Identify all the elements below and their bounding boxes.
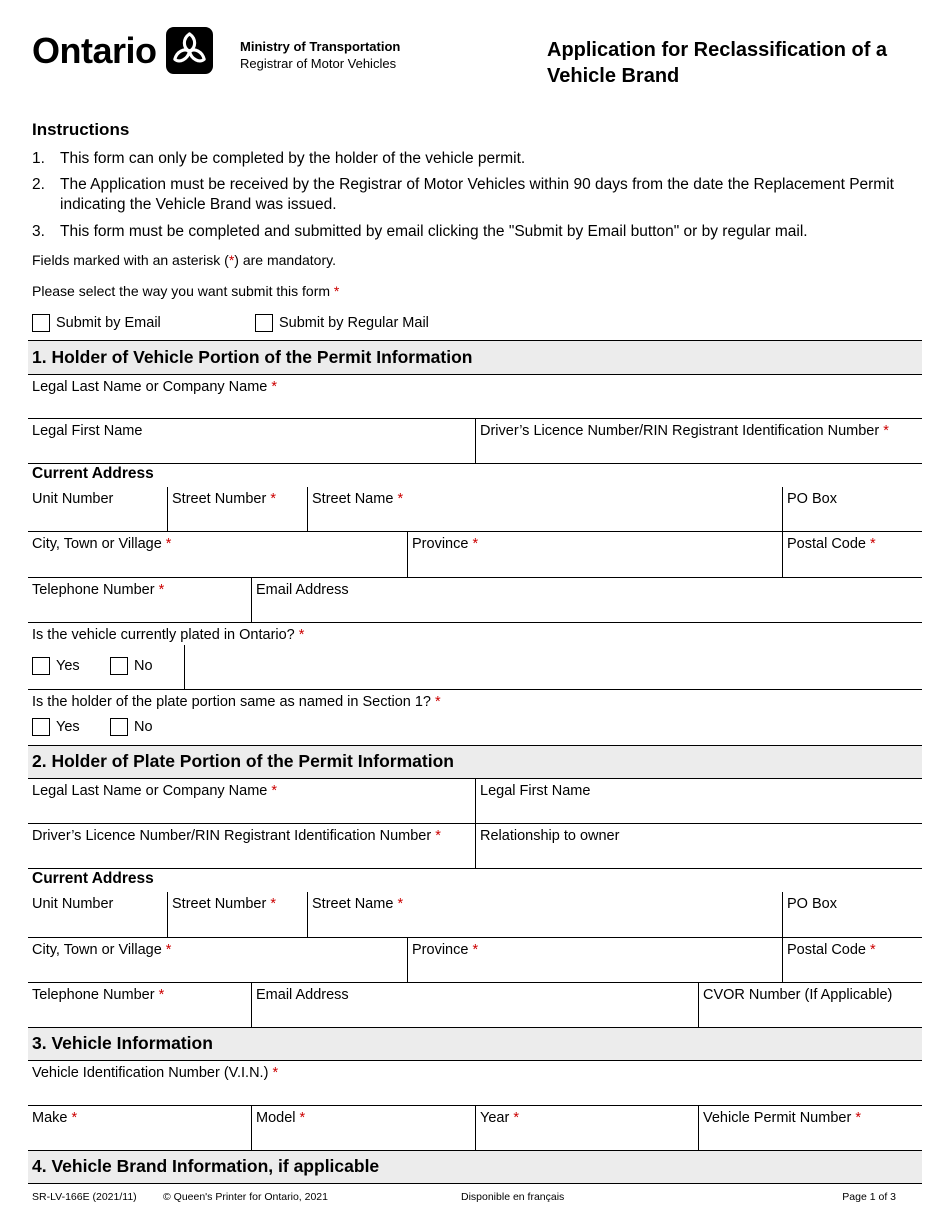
s1-row-city bbox=[28, 532, 922, 578]
instruction-item: 1. This form can only be completed by the holder of the vehicle permit. bbox=[32, 150, 526, 167]
plated-yes-option[interactable]: Yes bbox=[32, 657, 80, 675]
s2-row-licence bbox=[28, 824, 922, 869]
section-4-header: 4. Vehicle Brand Information, if applicable bbox=[28, 1151, 922, 1184]
s1-po-box-field[interactable]: PO Box bbox=[782, 487, 922, 531]
s2-cvor-field[interactable]: CVOR Number (If Applicable) bbox=[698, 983, 922, 1027]
s1-row-same-holder bbox=[28, 690, 922, 746]
s2-city-field[interactable]: City, Town or Village * bbox=[32, 942, 172, 958]
s2-telephone-field[interactable]: Telephone Number * bbox=[32, 987, 165, 1003]
instruction-item: 3. This form must be completed and submitted by email clicking the "Submit by Email button" or by regular mail. bbox=[32, 223, 808, 240]
s3-year-field[interactable]: Year * bbox=[475, 1106, 698, 1150]
s1-last-name-field[interactable]: Legal Last Name or Company Name * bbox=[32, 379, 278, 395]
s2-street-number-field[interactable]: Street Number * bbox=[167, 892, 307, 937]
s1-row-address bbox=[28, 487, 922, 532]
s3-row-vin bbox=[28, 1061, 922, 1106]
s1-email-field[interactable]: Email Address bbox=[251, 578, 922, 622]
s1-current-address-title: Current Address bbox=[32, 465, 154, 482]
same-holder-question: Is the holder of the plate portion same as named in Section 1? * bbox=[32, 694, 441, 710]
footer-page-number: Page 1 of 3 bbox=[842, 1191, 896, 1203]
s2-row-names bbox=[28, 779, 922, 824]
s1-licence-field[interactable]: Driver’s Licence Number/RIN Registrant Identification Number * bbox=[475, 419, 922, 463]
s2-po-box-field[interactable]: PO Box bbox=[782, 892, 922, 937]
instructions-title: Instructions bbox=[32, 120, 130, 139]
submit-prompt: Please select the way you want submit this form * bbox=[32, 283, 340, 299]
section-1-header: 1. Holder of Vehicle Portion of the Permit Information bbox=[28, 340, 922, 375]
s2-province-field[interactable]: Province * bbox=[407, 938, 782, 982]
section-2-header: 2. Holder of Plate Portion of the Permit Information bbox=[28, 746, 922, 779]
s1-unit-field[interactable]: Unit Number bbox=[32, 491, 114, 507]
s2-email-field[interactable]: Email Address bbox=[251, 983, 698, 1027]
submit-email-option[interactable]: Submit by Email bbox=[32, 314, 161, 332]
footer-form-id: SR-LV-166E (2021/11) bbox=[32, 1191, 137, 1203]
s2-current-address-title: Current Address bbox=[32, 870, 154, 887]
same-holder-no-checkbox[interactable] bbox=[110, 718, 128, 736]
submit-mail-option[interactable]: Submit by Regular Mail bbox=[255, 314, 429, 332]
section-3-header: 3. Vehicle Information bbox=[28, 1028, 922, 1061]
s2-row-contact bbox=[28, 983, 922, 1028]
s3-permit-number-field[interactable]: Vehicle Permit Number * bbox=[698, 1106, 922, 1150]
s2-row-city bbox=[28, 938, 922, 983]
s3-row-details bbox=[28, 1106, 922, 1151]
s1-street-name-field[interactable]: Street Name * bbox=[307, 487, 782, 531]
s1-row-contact bbox=[28, 578, 922, 623]
s2-postal-field[interactable]: Postal Code * bbox=[782, 938, 922, 982]
same-holder-yes-option[interactable]: Yes bbox=[32, 718, 80, 736]
s3-make-field[interactable]: Make * bbox=[32, 1110, 78, 1126]
mandatory-note: Fields marked with an asterisk (*) are mandatory. bbox=[32, 252, 336, 268]
plated-divider bbox=[184, 645, 185, 690]
s1-province-field[interactable]: Province * bbox=[407, 532, 782, 577]
plated-no-checkbox[interactable] bbox=[110, 657, 128, 675]
s2-unit-field[interactable]: Unit Number bbox=[32, 896, 114, 912]
s2-licence-field[interactable]: Driver’s Licence Number/RIN Registrant Identification Number * bbox=[32, 828, 441, 844]
page-header bbox=[0, 0, 950, 110]
s1-telephone-field[interactable]: Telephone Number * bbox=[32, 582, 165, 598]
plated-yes-checkbox[interactable] bbox=[32, 657, 50, 675]
s2-street-name-field[interactable]: Street Name * bbox=[307, 892, 782, 937]
same-holder-no-option[interactable]: No bbox=[110, 718, 153, 736]
plated-no-option[interactable]: No bbox=[110, 657, 153, 675]
registrar-name: Registrar of Motor Vehicles bbox=[240, 56, 397, 71]
instruction-item: 2. The Application must be received by the Registrar of Motor Vehicles within 90 days from the date the Replacement Permit indicating the Vehicle Brand was issued. bbox=[32, 176, 894, 213]
s1-street-number-field[interactable]: Street Number * bbox=[167, 487, 307, 531]
submit-email-checkbox[interactable] bbox=[32, 314, 50, 332]
s2-first-name-field[interactable]: Legal First Name bbox=[475, 779, 922, 823]
s1-postal-field[interactable]: Postal Code * bbox=[782, 532, 922, 577]
trillium-logo-icon bbox=[166, 27, 213, 74]
footer-copyright: © Queen's Printer for Ontario, 2021 bbox=[163, 1191, 328, 1203]
s1-row-names bbox=[28, 419, 922, 464]
s1-row-lastname bbox=[28, 375, 922, 419]
form-title: Application for Reclassification of a Vehicle Brand bbox=[547, 39, 888, 87]
footer-french-link[interactable]: Disponible en français bbox=[461, 1191, 565, 1203]
s2-row-address bbox=[28, 892, 922, 938]
s2-relationship-field[interactable]: Relationship to owner bbox=[475, 824, 922, 868]
ministry-block bbox=[240, 38, 400, 72]
ministry-name: Ministry of Transportation bbox=[240, 39, 401, 54]
s3-model-field[interactable]: Model * bbox=[251, 1106, 475, 1150]
s2-last-name-field[interactable]: Legal Last Name or Company Name * bbox=[32, 783, 278, 799]
s1-row-plated bbox=[28, 623, 922, 690]
submit-mail-checkbox[interactable] bbox=[255, 314, 273, 332]
same-holder-yes-checkbox[interactable] bbox=[32, 718, 50, 736]
ontario-logo-text: Ontario bbox=[32, 30, 157, 71]
s1-first-name-field[interactable]: Legal First Name bbox=[32, 423, 143, 439]
s1-city-field[interactable]: City, Town or Village * bbox=[32, 536, 172, 552]
plated-question: Is the vehicle currently plated in Ontario? * bbox=[32, 627, 305, 643]
s3-vin-field[interactable]: Vehicle Identification Number (V.I.N.) * bbox=[32, 1065, 279, 1081]
